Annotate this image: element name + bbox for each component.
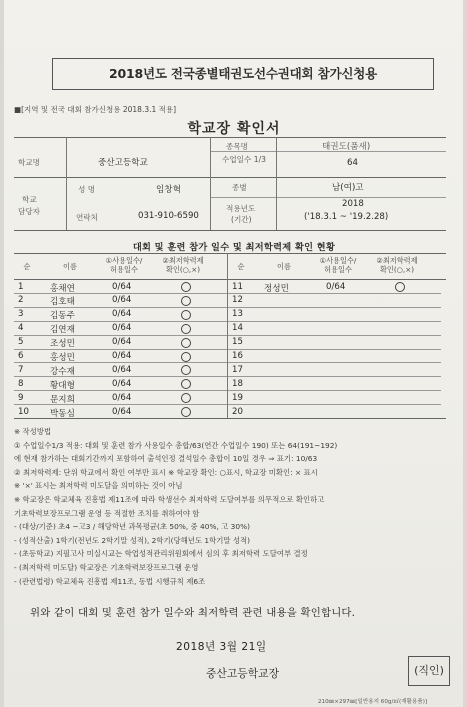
row-number: 7 <box>18 364 24 375</box>
row-usage-days: 0/64 <box>112 406 132 417</box>
header-usage-days-line: ①사용일수/ <box>319 256 357 265</box>
confirmation-statement: 위와 같이 대회 및 훈련 참가 일수와 최저학력 관련 내용을 확인합니다. <box>30 607 356 619</box>
paper-spec-footer: 210㎜×297㎜[일반용지 60g/㎡(재활용품)] <box>318 699 428 705</box>
table-col-line <box>276 137 277 230</box>
header-min-academic-line: 확인(○,×) <box>165 265 201 274</box>
min-academic-confirmed-mark <box>181 352 191 362</box>
note-line: - (대상/기준) 초4 ~고3 / 해당학년 과목평균(초 50%, 중 40%, 고 30%) <box>14 522 250 532</box>
issue-date: 2018년 3월 21일 <box>176 641 267 653</box>
row-student-name: 홍채연 <box>50 283 75 294</box>
row-divider <box>228 321 441 322</box>
min-academic-confirmed-mark <box>181 379 191 389</box>
row-number: 5 <box>18 337 24 348</box>
row-divider <box>228 404 441 405</box>
row-divider <box>14 307 227 308</box>
min-academic-confirmed-mark <box>395 282 405 292</box>
header-min-academic-line: ②최저학력제 <box>376 256 418 265</box>
school-label: 학교명 <box>18 158 41 167</box>
row-number: 19 <box>232 392 243 403</box>
staff-name-label: 성 명 <box>78 185 96 194</box>
period-label-line1: 적용년도 <box>226 204 256 213</box>
note-line: ② 최저학력제: 단위 학교에서 확인 여부만 표시 ※ 학교장 확인: ○표시, 학교장 미확인: × 표시 <box>14 467 318 477</box>
row-divider <box>228 362 441 363</box>
row-student-name: 강수재 <box>50 366 75 377</box>
note-line: 에 현재 참가하는 대회기간까지 포함하여 출석인정 결석일수 총합이 10일 경우 ⇒ 표기: 10/63 <box>14 454 318 464</box>
row-student-name: 조성민 <box>50 339 75 350</box>
gender-label: 종별 <box>232 183 247 192</box>
row-usage-days: 0/64 <box>112 337 132 348</box>
min-academic-confirmed-mark <box>181 324 191 334</box>
school-name: 중산고등학교 <box>98 158 148 168</box>
table-divider <box>210 197 446 198</box>
min-academic-confirmed-mark <box>181 338 191 348</box>
row-number: 1 <box>18 281 24 292</box>
row-number: 6 <box>18 351 24 361</box>
header-usage-days-line: 허용일수 <box>110 265 138 274</box>
row-divider <box>228 335 441 336</box>
row-number: 15 <box>232 337 243 348</box>
note-line: - (성적산출) 1학기(전년도 2학기말 성적), 2학기(당해년도 1학기말 성적) <box>14 535 251 545</box>
row-number: 20 <box>232 406 243 417</box>
header-name: 이름 <box>277 262 291 271</box>
period-label-line2: (기간) <box>231 215 252 224</box>
participation-section-title: 대회 및 훈련 참가 일수 및 최저학력제 확인 현황 <box>132 242 336 253</box>
row-usage-days: 0/64 <box>112 378 132 389</box>
participation-header-top <box>14 253 446 254</box>
row-divider <box>14 293 227 294</box>
document-title: 2018년도 전국종별태권도선수권대회 참가신청용 <box>52 58 434 90</box>
staff-name-value: 임창혁 <box>156 185 181 195</box>
min-academic-confirmed-mark <box>181 407 191 417</box>
row-divider <box>14 335 227 336</box>
row-student-name: 문지희 <box>50 394 75 405</box>
row-usage-days: 0/64 <box>112 295 132 306</box>
min-academic-confirmed-mark <box>181 393 191 403</box>
table-divider <box>14 177 446 178</box>
row-divider <box>14 390 227 391</box>
min-academic-confirmed-mark <box>181 365 191 375</box>
header-name: 이름 <box>63 262 77 271</box>
row-student-name: 김호태 <box>50 297 75 308</box>
staff-label-line1: 학교 <box>22 195 37 204</box>
table-border-top <box>14 137 446 138</box>
principal-signature: 중산고등학교장 <box>206 667 280 680</box>
row-number: 10 <box>18 406 29 417</box>
form-version-note: ■[지역 및 전국 대회 참가신청용 2018.3.1 적용] <box>14 105 177 114</box>
row-student-name: 황대형 <box>50 380 75 391</box>
row-usage-days: 0/64 <box>112 351 132 361</box>
staff-contact-value: 031-910-6590 <box>138 211 199 221</box>
row-divider <box>14 321 227 322</box>
period-year: 2018 <box>342 199 364 209</box>
staff-contact-label: 연락처 <box>76 213 99 222</box>
row-number: 2 <box>18 295 24 306</box>
row-usage-days: 0/64 <box>326 281 346 292</box>
row-number: 8 <box>18 378 24 389</box>
row-divider <box>228 349 441 350</box>
row-divider <box>228 376 441 377</box>
note-line: - (최저학력 미도달) 학교장은 기초학력보장프로그램 운영 <box>14 563 199 572</box>
table-divider <box>14 230 446 231</box>
note-line: ① 수업일수1/3 적용: 대회 및 훈련 참가 사용일수 총합/63(연간 수업일수 190) 또는 64(191~192) <box>14 440 338 450</box>
header-no: 순 <box>23 262 31 271</box>
table-col-line <box>66 137 67 230</box>
row-usage-days: 0/64 <box>112 364 132 375</box>
header-min-academic <box>368 256 426 274</box>
event-label: 종목명 <box>226 142 249 151</box>
row-divider <box>14 404 227 405</box>
row-number: 13 <box>232 309 243 320</box>
header-usage-days-line: ①사용일수/ <box>105 256 143 265</box>
days-value: 64 <box>347 158 358 168</box>
official-seal: (직인) <box>408 656 450 686</box>
note-line: - (초등학교) 지필고사 미실시교는 학업성적관리위원회에서 심의 후 최저학력 도달여부 결정 <box>14 549 308 559</box>
document-page <box>4 0 463 707</box>
participation-header-bottom <box>14 279 446 280</box>
row-divider <box>228 293 441 294</box>
period-range: ('18.3.1 ~ '19.2.28) <box>304 212 389 222</box>
row-usage-days: 0/64 <box>112 281 132 292</box>
row-usage-days: 0/64 <box>112 392 132 403</box>
note-line: ※ '×' 표시는 최저학력 미도달을 의미하는 것이 아님 <box>14 481 183 491</box>
row-student-name: 김동주 <box>50 311 75 322</box>
row-number: 9 <box>18 392 24 403</box>
row-divider <box>14 362 227 363</box>
gender-value: 남(여)고 <box>332 183 364 193</box>
row-divider <box>14 376 227 377</box>
row-student-name: 정성민 <box>264 283 289 294</box>
row-divider <box>228 307 441 308</box>
header-min-academic-line: 확인(○,×) <box>379 265 415 274</box>
days-label: 수업일수 1/3 <box>222 155 266 164</box>
min-academic-confirmed-mark <box>181 310 191 320</box>
row-number: 14 <box>232 323 243 334</box>
table-col-line <box>210 137 211 230</box>
certificate-heading: 학교장 확인서 <box>187 121 281 137</box>
row-student-name: 홍성민 <box>50 353 75 363</box>
row-divider <box>14 349 227 350</box>
header-usage-days <box>96 256 152 274</box>
row-number: 16 <box>232 351 243 361</box>
event-value: 태권도(품새) <box>322 142 371 152</box>
row-number: 12 <box>232 295 243 306</box>
row-number: 18 <box>232 378 243 389</box>
note-line: ※ 학교장은 학교체육 진흥법 제11조에 따라 학생선수 최저학력 도달여부를 의무적으로 확인하고 <box>14 495 325 504</box>
staff-label-line2: 담당자 <box>18 207 41 216</box>
note-line: - (관련법령) 학교체육 진흥법 제11조, 동법 시행규칙 제6조 <box>14 576 206 586</box>
header-min-academic <box>154 256 212 274</box>
min-academic-confirmed-mark <box>181 282 191 292</box>
row-usage-days: 0/64 <box>112 323 132 334</box>
header-usage-days <box>310 256 366 274</box>
header-no: 순 <box>237 262 245 271</box>
row-number: 11 <box>232 281 243 292</box>
row-number: 4 <box>18 323 24 334</box>
row-divider <box>228 390 441 391</box>
note-line: ※ 작성방법 <box>14 427 52 436</box>
header-min-academic-line: ②최저학력제 <box>162 256 204 265</box>
row-student-name: 김연재 <box>50 325 75 336</box>
header-usage-days-line: 허용일수 <box>324 265 352 274</box>
min-academic-confirmed-mark <box>181 296 191 306</box>
row-number: 3 <box>18 309 24 320</box>
row-usage-days: 0/64 <box>112 309 132 320</box>
row-student-name: 박동심 <box>50 408 75 419</box>
participation-table-bottom <box>14 418 446 419</box>
row-number: 17 <box>232 364 243 375</box>
note-line: 기초학력보장프로그램 운영 등 적절한 조치를 취하여야 함 <box>14 508 200 518</box>
